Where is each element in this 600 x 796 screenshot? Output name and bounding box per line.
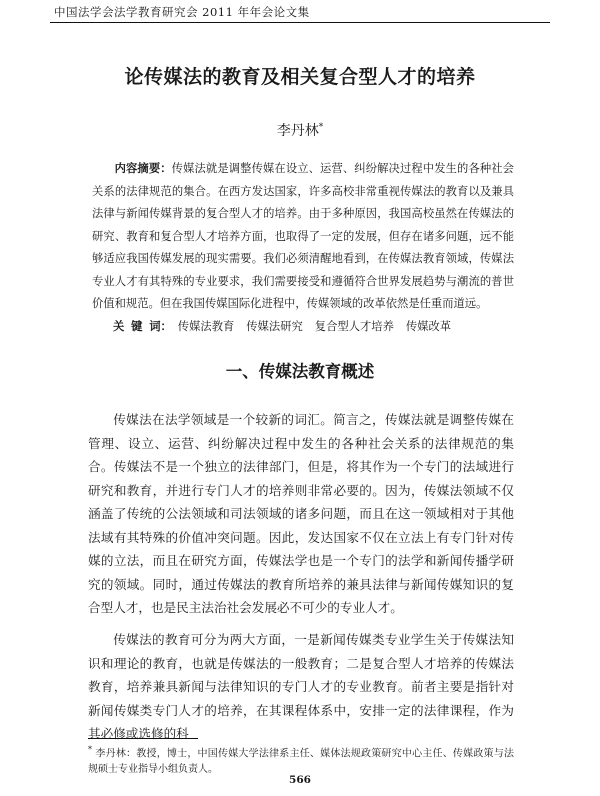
header-rule (50, 22, 550, 23)
paper-title: 论传媒法的教育及相关复合型人才的培养 (124, 66, 476, 88)
abstract-text: 传媒法就是调整传媒在设立、运营、纠纷解决过程中发生的各种社会关系的法律规范的集合。在西方发达国家，许多高校非常重视传媒法的教育以及兼具法律与新闻传媒背景的复合型人才的培养。由于多种原因，我国高校虽然在传媒法的研究、教育和复合型人才培养方面，也取得了一定的发展，但存在诸多问题，远不能够适应我国传媒发展的现实需要。我们必须清醒地看到，在传媒法教育领域，传媒法专业人才有其特殊的专业要求，我们需要接受和遵循符合世界发展趋势与潮流的普世价值和规范。但在我国传媒国际化进程中，传媒领域的改革依然是任重而道远。 (92, 162, 514, 310)
keywords (113, 316, 533, 338)
keyword-item: 传媒改革 (405, 320, 452, 333)
keyword-item: 传媒法教育 (177, 320, 235, 333)
abstract (92, 158, 514, 316)
keyword-item: 传媒法研究 (246, 320, 303, 333)
footnote-mark: * (88, 745, 92, 754)
author-name: 李丹林 (276, 123, 319, 139)
keywords-label: 关 键 词： (113, 320, 172, 333)
body-paragraph: 传媒法在法学领域是一个较新的词汇。简言之，传媒法就是调整传媒在管理、设立、运营、纠纷解决过程中发生的各种社会关系的法律规范的集合。传媒法不是一个独立的法律部门，但是，将其作为一个专门的法域进行研究和教育，并进行专门人才的培养则非常必要的。因为，传媒法领域不仅涵盖了传统的公法领域和司法领域的诸多问题，而且在这一领域相对于其他法域有其特殊的价值冲突问题。因此，发达国家不仅在立法上有专门针对传媒的立法，而且在研究方面，传媒法学也是一个专门的法学和新闻传播学研究的领域。同时，通过传媒法的教育所培养的兼具法律与新闻传媒知识的复合型人才，也是民主法治社会发展必不可少的专业人才。 (88, 412, 514, 615)
abstract-label: 内容摘要： (114, 162, 172, 175)
running-header: 中国法学会法学教育研究会 2011 年年会论文集 (54, 5, 310, 19)
body-paragraph: 传媒法的教育可分为两大方面，一是新闻传媒类专业学生关于传媒法知识和理论的教育，也就是传媒法的一般教育；二是复合型人才培养的传媒法教育，培养兼具新闻与法律知识的专门人才的专业教育。前者主要是指针对新闻传媒类专门人才的培养，在其课程体系中，安排一定的法律课程，作为其必修或选修的科 (88, 632, 514, 741)
footnote-text: 李丹林：教授，博士，中国传媒大学法律系主任、媒体法规政策研究中心主任、传媒政策与法规硕士专业指导小组负责人。 (88, 748, 515, 776)
author-line (0, 120, 600, 140)
footnote-rule (88, 738, 198, 739)
footnote (88, 742, 514, 778)
section-heading: 一、传媒法教育概述 (225, 362, 375, 381)
page-number: 566 (289, 774, 311, 786)
author-footnote-mark: * (318, 122, 324, 133)
keyword-item: 复合型人才培养 (314, 320, 394, 333)
